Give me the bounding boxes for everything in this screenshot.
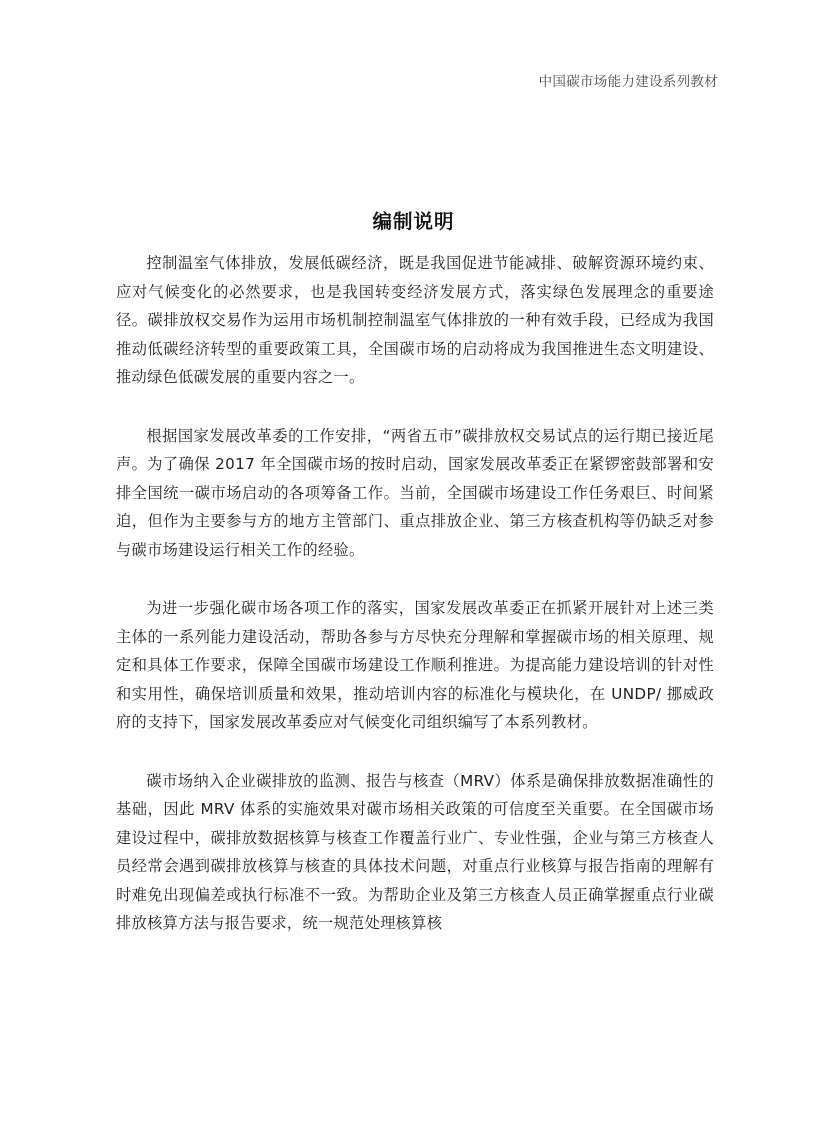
- paragraph-4: 碳市场纳入企业碳排放的监测、报告与核查（MRV）体系是确保排放数据准确性的基础，因此 MRV 体系的实施效果对碳市场相关政策的可信度至关重要。在全国碳市场建设过程中，碳排放数据核算与核查工作覆盖行业广、专业性强，企业与第三方核查人员经常会遇到碳排放核算与核查的具体技术问题，对重点行业核算与报告指南的理解有时难免出现偏差或执行标准不一致。为帮助企业及第三方核查人员正确掌握重点行业碳排放核算方法与报告要求，统一规范处理核算核: [116, 771, 714, 932]
- paragraph-2: 根据国家发展改革委的工作安排，“两省五市”碳排放权交易试点的运行期已接近尾声。为了确保 2017 年全国碳市场的按时启动，国家发展改革委正在紧锣密鼓部署和安排全国统一碳市场启动的各项筹备工作。当前，全国碳市场建设工作任务艰巨、时间紧迫，但作为主要参与方的地方主管部门、重点排放企业、第三方核查机构等仍缺乏对参与碳市场建设运行相关工作的经验。: [116, 426, 714, 559]
- page-title: 编制说明: [372, 210, 455, 233]
- series-title: 中国碳市场能力建设系列教材: [538, 74, 718, 90]
- paragraph-3: 为进一步强化碳市场各项工作的落实，国家发展改革委正在抓紧开展针对上述三类主体的一系列能力建设活动，帮助各参与方尽快充分理解和掌握碳市场的相关原理、规定和具体工作要求，保障全国碳市场建设工作顺利推进。为提高能力建设培训的针对性和实用性，确保培训质量和效果，推动培训内容的标准化与模块化，在 UNDP/ 挪威政府的支持下，国家发展改革委应对气候变化司组织编写了本系列教材。: [116, 599, 714, 731]
- document-body: [116, 249, 714, 968]
- paragraph-1: 控制温室气体排放，发展低碳经济，既是我国促进节能减排、破解资源环境约束、应对气候变化的必然要求，也是我国转变经济发展方式，落实绿色发展理念的重要途径。碳排放权交易作为运用市场机制控制温室气体排放的一种有效手段，已经成为我国推动低碳经济转型的重要政策工具，全国碳市场的启动将成为我国推进生态文明建设、推动绿色低碳发展的重要内容之一。: [116, 254, 714, 386]
